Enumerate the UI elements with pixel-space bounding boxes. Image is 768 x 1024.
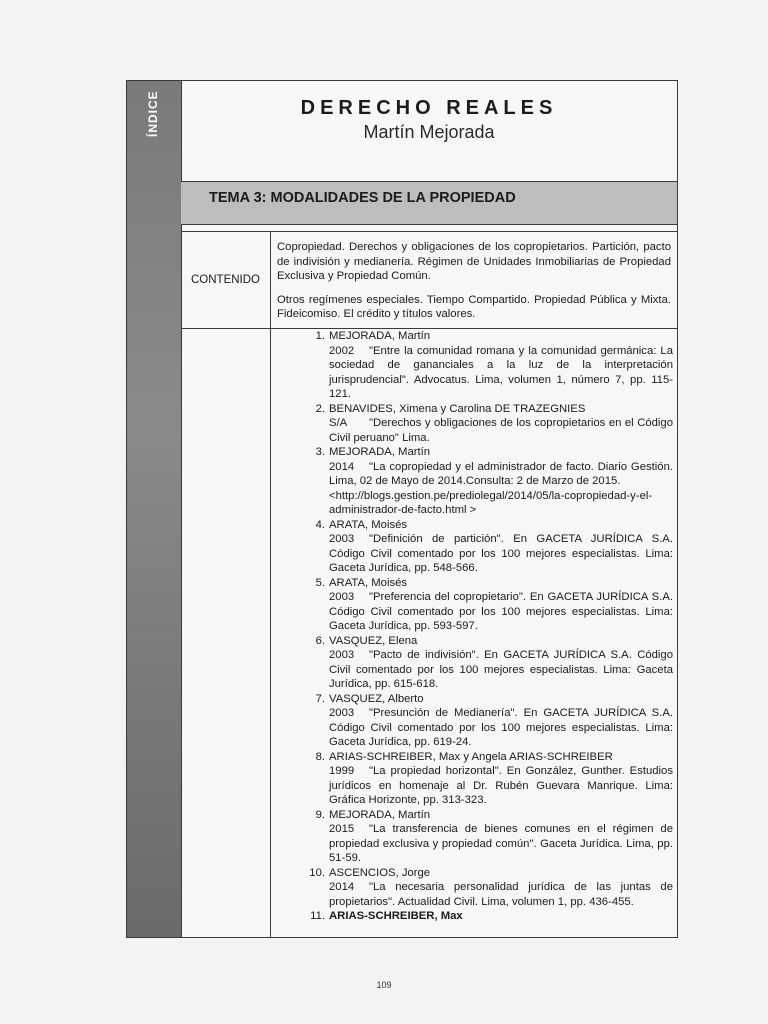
- document-header: [181, 81, 677, 181]
- reference-item: [303, 692, 673, 750]
- reference-year: 2014: [329, 881, 355, 893]
- reference-author: MEJORADA, Martín: [329, 330, 431, 342]
- reference-author: ASCENCIOS, Jorge: [329, 866, 431, 879]
- course-author: Martín Mejorada: [363, 122, 495, 142]
- reference-item: [303, 866, 673, 910]
- contenido-paragraph: Copropiedad. Derechos y obligaciones de los copropietarios. Partición, pacto de indivisión y medianería. Régimen de Unidades Inmobiliarias de Propiedad Exclusiva y Propiedad Común.: [277, 241, 671, 282]
- reference-number: 6.: [315, 634, 325, 647]
- contenido-paragraph: Otros regímenes especiales. Tiempo Compartido. Propiedad Pública y Mixta. Fideicomiso. El crédito y títulos valores.: [277, 293, 671, 320]
- reference-number: 8.: [315, 750, 325, 763]
- reference-number: 4.: [315, 518, 325, 531]
- reference-detail: [329, 344, 673, 402]
- reference-item: [303, 808, 673, 866]
- reference-item: [303, 445, 673, 518]
- reference-year: 2014: [329, 460, 355, 473]
- contenido-body: [277, 240, 671, 331]
- contenido-row: [181, 231, 677, 329]
- index-side-label: ÍNDICE: [146, 90, 160, 138]
- reference-author: VASQUEZ, Elena: [329, 634, 418, 647]
- reference-detail: [329, 880, 673, 909]
- reference-author: MEJORADA, Martín: [329, 446, 431, 458]
- reference-list: [303, 329, 673, 924]
- reference-text: "La necesaria personalidad jurídica de las juntas de propietarios". Actualidad Civil. Lima, volumen 1, pp. 436-455.: [329, 881, 673, 908]
- reference-detail: [329, 416, 673, 445]
- reference-number: 2.: [315, 402, 325, 415]
- reference-url-link[interactable]: <http://blogs.gestion.pe/prediolegal/2014/05/la-copropiedad-y-el-administrador-de-facto.html >: [329, 489, 653, 516]
- reference-number: 5.: [315, 576, 325, 589]
- reference-number: 11.: [310, 910, 325, 922]
- reference-author: ARATA, Moisés: [329, 576, 408, 589]
- reference-number: 7.: [315, 692, 325, 705]
- reference-detail: [329, 822, 673, 866]
- reference-year: 2002: [329, 344, 355, 357]
- reference-item: [303, 402, 673, 446]
- reference-text: "La copropiedad y el administrador de facto. Diario Gestión. Lima, 02 de Mayo de 2014.Consulta: 2 de Marzo de 2015.: [329, 460, 673, 487]
- reference-text: "Presunción de Medianería". En GACETA JURÍDICA S.A. Código Civil comentado por los 100 mejores especialistas. Lima: Gaceta Jurídica, pp. 619-24.: [329, 707, 673, 748]
- reference-item: [303, 576, 673, 634]
- reference-author: MEJORADA, Martín: [329, 808, 431, 821]
- reference-number: 3.: [315, 446, 325, 458]
- reference-item: [303, 518, 673, 576]
- reference-detail: [329, 590, 673, 634]
- document-sheet: [126, 80, 678, 938]
- reference-number: 10.: [309, 866, 325, 879]
- reference-item: [303, 329, 673, 402]
- reference-detail: [329, 648, 673, 692]
- reference-text: "Derechos y obligaciones de los copropietarios en el Código Civil peruano" Lima.: [329, 417, 673, 444]
- tema-title: TEMA 3: MODALIDADES DE LA PROPIEDAD: [209, 190, 516, 206]
- reference-year: S/A: [329, 417, 348, 429]
- reference-detail: [329, 532, 673, 576]
- page-number: 109: [376, 980, 392, 990]
- reference-item: [303, 909, 673, 924]
- reference-year: 2015: [329, 823, 355, 835]
- reference-text: "Pacto de indivisión". En GACETA JURÍDICA S.A. Código Civil comentado por los 100 mejores especialistas. Lima: Gaceta Jurídica, pp. 615-618.: [329, 649, 673, 690]
- reference-number: 1.: [315, 330, 325, 342]
- reference-year: 2003: [329, 591, 355, 603]
- reference-author: ARIAS-SCHREIBER, Max: [329, 910, 463, 922]
- reference-author: ARIAS-SCHREIBER, Max y Angela ARIAS-SCHREIBER: [329, 750, 613, 763]
- reference-year: 2003: [329, 533, 355, 545]
- reference-author: ARATA, Moisés: [329, 518, 408, 531]
- reference-text: "La propiedad horizontal". En González, Gunther. Estudios jurídicos en homenaje al Dr. Rubén Guevara Manrique. Lima: Gráfica Horizonte, pp. 313-323.: [329, 765, 673, 806]
- reference-year: 2003: [329, 707, 355, 719]
- reference-year: 2003: [329, 649, 355, 661]
- tema-bar: [181, 181, 677, 225]
- reference-text: "Preferencia del copropietario". En GACETA JURÍDICA S.A. Código Civil comentado por los 100 mejores especialistas. Lima: Gaceta Jurídica, pp. 593-597.: [329, 591, 673, 632]
- reference-text: "Definición de partición". En GACETA JURÍDICA S.A. Código Civil comentado por los 100 mejores especialistas. Lima: Gaceta Jurídica, pp. 548-566.: [329, 533, 673, 574]
- course-title: DERECHO REALES: [300, 97, 558, 119]
- reference-text: "Entre la comunidad romana y la comunidad germánica: La sociedad de gananciales a la luz de la interpretación jurisprudencial". Advocatus. Lima, volumen 1, número 7, pp. 115-121.: [329, 344, 673, 400]
- index-side-tab[interactable]: [127, 81, 182, 937]
- reference-item: [303, 750, 673, 808]
- reference-author: VASQUEZ, Alberto: [329, 692, 424, 705]
- reference-detail: [329, 706, 673, 750]
- column-divider: [270, 327, 271, 937]
- reference-detail: [329, 460, 673, 489]
- reference-detail: [329, 764, 673, 808]
- reference-text: "La transferencia de bienes comunes en el régimen de propiedad exclusiva y propiedad común". Gaceta Jurídica. Lima, pp. 51-59.: [329, 823, 673, 864]
- contenido-label: CONTENIDO: [181, 232, 271, 328]
- reference-number: 9.: [315, 808, 325, 821]
- reference-item: [303, 634, 673, 692]
- reference-year: 1999: [329, 765, 355, 777]
- reference-author: BENAVIDES, Ximena y Carolina DE TRAZEGNIES: [329, 402, 586, 415]
